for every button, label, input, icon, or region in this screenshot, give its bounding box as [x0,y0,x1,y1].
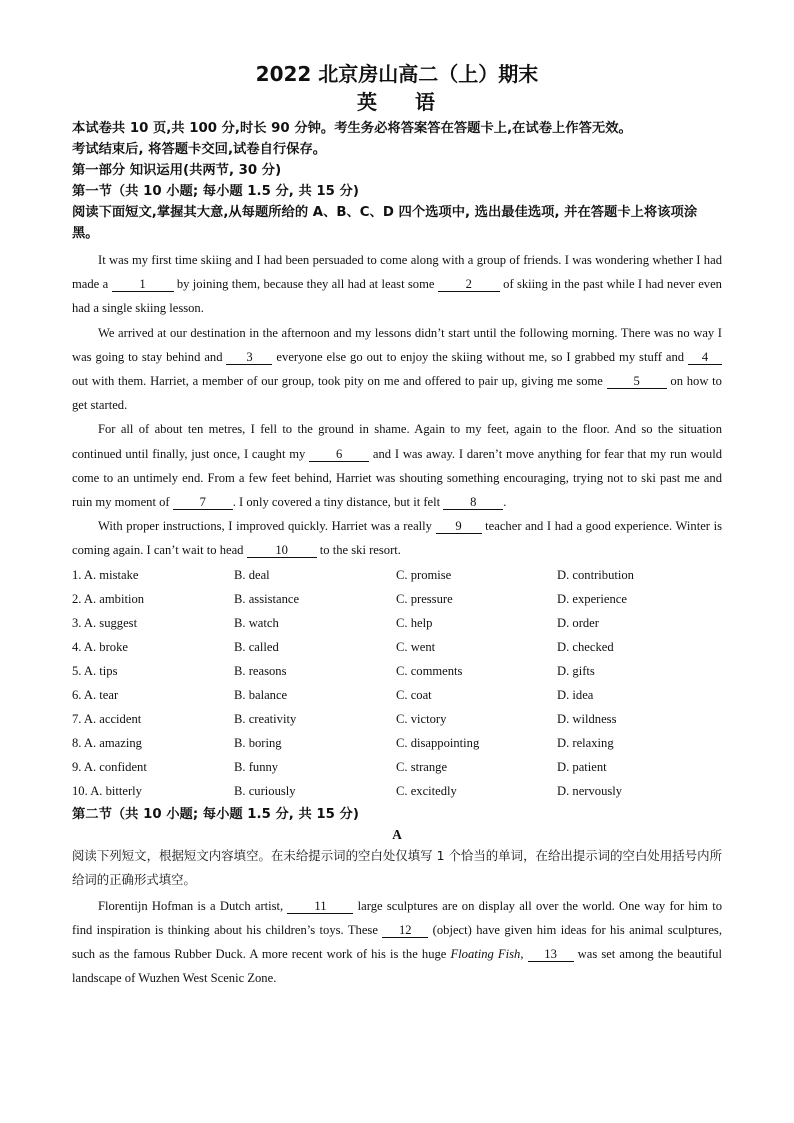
blank-5: 5 [607,374,667,389]
text-run: It was my first time skiing and I had been persuaded to come along with a group of friends. I was wondering whether I had made a [72,253,722,292]
option-d: D. nervously [557,784,623,799]
blank-4: 4 [688,350,722,365]
option-d: D. wildness [557,712,617,727]
italic-title: Floating Fish, [450,946,524,961]
text-run: For all of about ten metres, I fell to the ground in shame. Again to my feet, again to the floor. And so the situation continued until finally, just once, I caught my [72,422,722,461]
option-c: C. victory [396,712,447,727]
option-c: C. pressure [396,591,453,606]
option-c: C. excitedly [396,784,457,799]
option-b: B. boring [234,736,282,751]
blank-12: 12 [382,923,428,938]
option-a: 6. A. tear [72,688,119,703]
option-d: D. relaxing [557,736,614,751]
blank-11: 11 [287,899,353,914]
option-d: D. checked [557,639,614,654]
option-b: B. deal [234,567,270,582]
option-a: 7. A. accident [72,712,142,727]
option-row [72,635,722,659]
option-c: C. promise [396,567,452,582]
option-d: D. patient [557,760,607,775]
passage-paragraph-1 [72,248,722,321]
text-run: of skiing in the past while I had never even had a single skiing lesson. [72,277,722,316]
option-row [72,659,722,683]
option-b: B. watch [234,615,279,630]
option-c: C. went [396,639,436,654]
text-run: We arrived at our destination in the afternoon and my lessons didn’t start until the following morning. There was no way I was going to stay behind and [72,325,722,364]
passage-a-paragraph-1 [72,894,722,991]
part-1-heading: 第一部分 知识运用(共两节, 30 分) [72,163,282,178]
option-b: B. reasons [234,664,287,679]
section-2-direction: 阅读下列短文，根据短文内容填空。在未给提示词的空白处仅填写 1 个恰当的单词，在给出提示词的空白处用括号内所给词的正确形式填空。 [72,847,722,887]
text-run: was set among the beautiful landscape of Wuzhen West Scenic Zone. [72,946,722,986]
option-a: 3. A. suggest [72,615,138,630]
blank-2: 2 [438,277,500,292]
instruction-line-1: 本试卷共 10 页,共 100 分,时长 90 分钟。考生务必将答案答在答题卡上,在试卷上作答无效。 [72,121,632,136]
text-run: to the ski resort. [316,543,401,558]
blank-7: 7 [173,495,233,510]
subject-char-2: 语 [415,90,437,114]
option-b: B. funny [234,760,279,775]
option-a: 10. A. bitterly [72,784,142,799]
instruction-line-2: 考试结束后, 将答题卡交回,试卷自行保存。 [72,142,327,157]
blank-8: 8 [443,495,503,510]
text-run: large sculptures are on display all over the world. One way for him to find inspiration is thinking about his children’s toys. These [72,898,722,937]
option-c: C. strange [396,760,448,775]
option-b: B. creativity [234,712,297,727]
blank-10: 10 [247,543,317,558]
text-run: and I was away. I daren’t move anything for fear that my run would come to an untimely end. From a few feet behind, Harriet was shouting something encouraging, trying not to ski past me and ruin my moment of [72,446,722,510]
option-b: B. assistance [234,591,300,606]
option-row [72,707,722,731]
text-run: . [503,495,507,510]
option-c: C. help [396,615,433,630]
text-run: (object) have given him ideas for his animal sculptures, such as the famous Rubber Duck. A more recent work of his is the huge [72,922,722,961]
option-row [72,731,722,755]
passage-paragraph-3 [72,417,722,514]
option-a: 9. A. confident [72,760,147,775]
option-d: D. experience [557,591,627,606]
text-run: Florentijn Hofman is a Dutch artist, [98,898,288,913]
option-row [72,611,722,635]
option-a: 8. A. amazing [72,736,142,751]
passage-paragraph-4 [72,514,722,562]
option-d: D. contribution [557,567,634,582]
part-a-label: A [392,826,402,842]
text-run: on how to get started. [72,374,722,413]
text-run: everyone else go out to enjoy the skiing without me, so I grabbed my stuff and [272,349,688,364]
option-b: B. balance [234,688,288,703]
option-row [72,779,722,803]
blank-13: 13 [528,947,574,962]
option-row [72,755,722,779]
option-c: C. coat [396,688,432,703]
passage-paragraph-2 [72,321,722,418]
text-run: teacher and I had a good experience. Winter is coming again. I can’t wait to head [72,519,722,558]
option-d: D. idea [557,688,594,703]
option-c: C. comments [396,664,463,679]
text-run: With proper instructions, I improved quickly. Harriet was a really [98,519,436,534]
blank-1: 1 [112,277,174,292]
option-c: C. disappointing [396,736,480,751]
section-1-direction: 阅读下面短文,掌握其大意,从每题所给的 A、B、C、D 四个选项中, 选出最佳选项, 并在答题卡上将该项涂黑。 [72,205,698,241]
exam-page [72,60,722,990]
section-1-heading: 第一节（共 10 小题; 每小题 1.5 分, 共 15 分) [72,184,359,199]
section-2-heading: 第二节（共 10 小题; 每小题 1.5 分, 共 15 分) [72,806,359,822]
option-row [72,587,722,611]
text-run: by joining them, because they all had at least some [173,277,438,292]
options-table [72,563,722,804]
blank-9: 9 [436,519,482,534]
option-b: B. called [234,639,279,654]
option-b: B. curiously [234,784,296,799]
subject-title [72,88,722,116]
option-row [72,563,722,587]
blank-6: 6 [309,447,369,462]
option-a: 1. A. mistake [72,567,139,582]
text-run: out with them. Harriet, a member of our group, took pity on me and offered to pair up, giving me some [72,374,607,389]
option-a: 2. A. ambition [72,591,145,606]
option-d: D. order [557,615,599,630]
option-d: D. gifts [557,664,595,679]
blank-3: 3 [226,350,272,365]
subject-char-1: 英 [357,90,379,114]
text-run: . I only covered a tiny distance, but it felt [232,495,444,510]
option-a: 4. A. broke [72,639,128,654]
page-title: 2022 北京房山高二（上）期末 [255,62,539,86]
option-a: 5. A. tips [72,664,118,679]
option-row [72,683,722,707]
